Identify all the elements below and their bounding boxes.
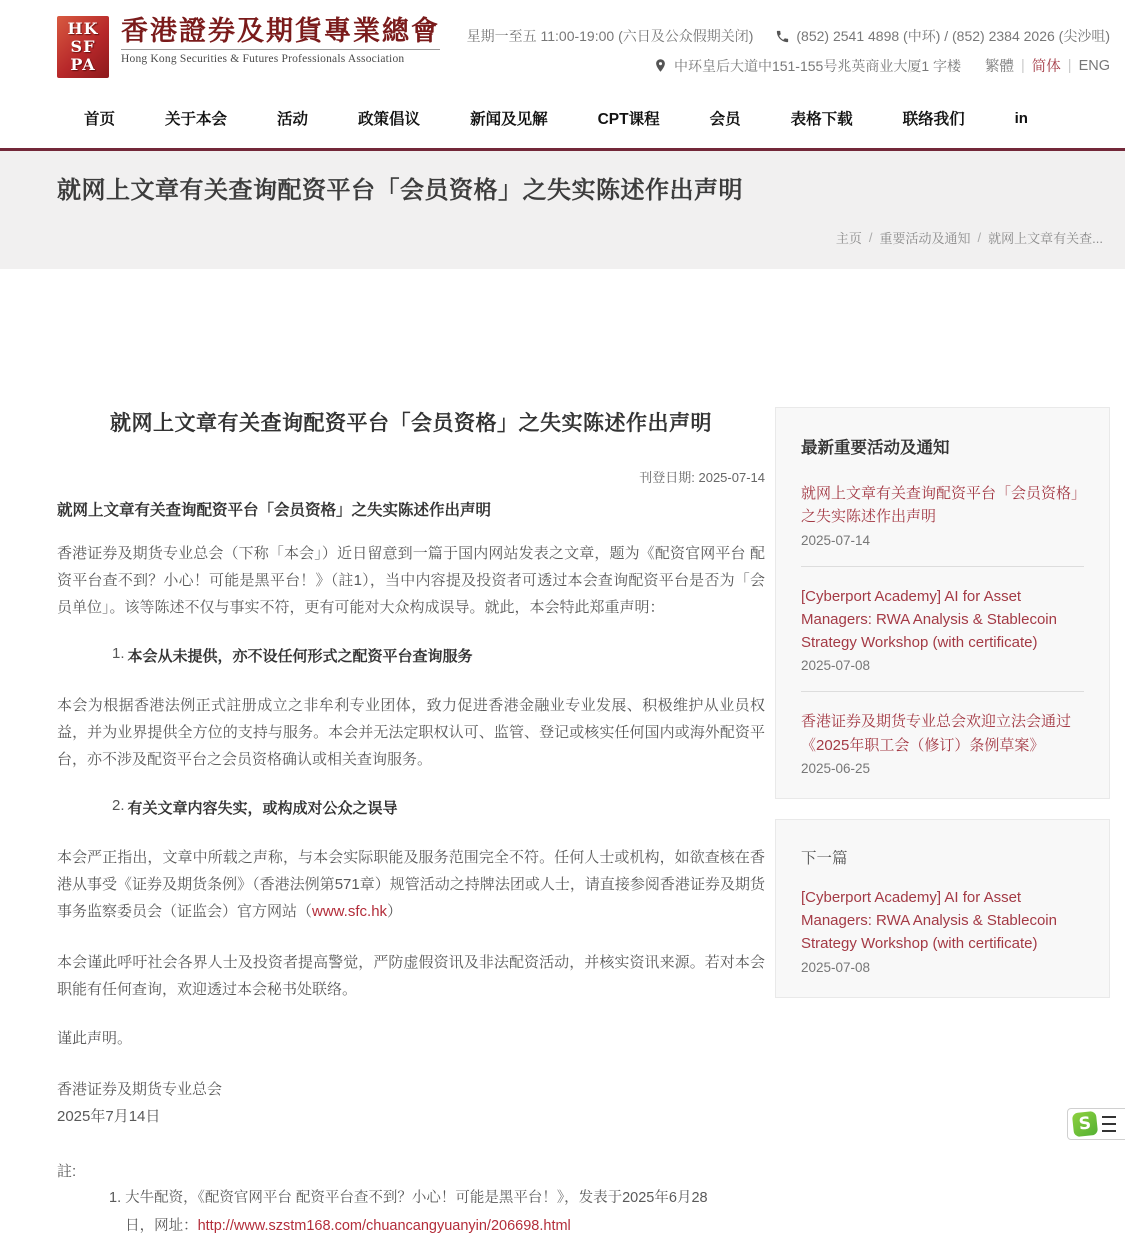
footnote-source-link[interactable]: http://www.szstm168.com/chuancangyuanyin/206698.html: [197, 1217, 571, 1234]
ime-partial-glyph: [1102, 1116, 1116, 1132]
brand-title-en: Hong Kong Securities & Futures Professionals Association: [121, 49, 440, 65]
article-paragraph-4: 本会谨此呼吁社会各界人士及投资者提高警觉，严防虚假资讯及非法配资活动，并核实资讯来源。若对本会职能有任何查询，欢迎透过本会秘书处联络。: [57, 954, 765, 998]
list-item: [801, 482, 1084, 548]
address: 中环皇后大道中151-155号兆英商业大厦1 字楼: [673, 57, 962, 74]
language-switcher: 繁體 | 简体 | ENG: [985, 55, 1110, 76]
breadcrumb-section[interactable]: 重要活动及通知: [879, 231, 971, 246]
nav-item-contact[interactable]: 联络我们: [902, 111, 965, 128]
next-article-link[interactable]: [Cyberport Academy] AI for Asset Managers: RWA Analysis & Stablecoin Strategy Workshop (with certificate): [801, 888, 1057, 953]
notice-link-3[interactable]: 香港证券及期货专业总会欢迎立法会通过《2025年职工会（修订）条例草案》: [801, 713, 1072, 754]
article-closing: 谨此声明。: [57, 1030, 133, 1047]
divider: [801, 691, 1084, 692]
article: [57, 407, 765, 1240]
logo-letters-pa: PA: [70, 54, 96, 74]
sidebar: [775, 407, 1110, 998]
footnote-label: 註:: [57, 1163, 77, 1180]
notice-date-2: 2025-07-08: [801, 658, 871, 674]
page-title: 就网上文章有关查询配资平台「会员资格」之失实陈述作出声明: [57, 177, 743, 204]
site-header: [0, 0, 1125, 88]
article-paragraph-1: 香港证券及期货专业总会（下称「本会」）近日留意到一篇于国内网站发表之文章，题为《配资官网平台 配资平台查不到？小心！可能是黑平台！》（註1），当中内容提及投资者可透过本会查询配资平台是否为「会员单位」。该等陈述不仅与事实不符，更有可能对大众构成误导。就此，本会特此郑重声明：: [57, 545, 765, 616]
notice-date-1: 2025-07-14: [801, 532, 871, 548]
sogou-ime-icon: S: [1072, 1111, 1098, 1137]
nav-item-events[interactable]: 活动: [277, 111, 309, 128]
lang-traditional[interactable]: 繁體: [985, 59, 1015, 75]
ime-indicator[interactable]: [1067, 1108, 1125, 1140]
office-hours: 星期一至五 11:00-19:00 (六日及公众假期关闭): [466, 28, 754, 44]
signature-org: 香港证券及期货专业总会: [57, 1081, 223, 1098]
nav-item-policy[interactable]: 政策倡议: [358, 111, 421, 128]
notice-link-1[interactable]: 就网上文章有关查询配资平台「会员资格」之失实陈述作出声明: [801, 485, 1079, 526]
notice-date-3: 2025-06-25: [801, 760, 871, 776]
signature-date: 2025年7月14日: [57, 1108, 161, 1125]
article-lead: 就网上文章有关查询配资平台「会员资格」之失实陈述作出声明: [57, 502, 492, 519]
nav-item-home[interactable]: 首页: [84, 111, 116, 128]
breadcrumb-current: 就网上文章有关查...: [988, 231, 1103, 246]
list-item: [801, 886, 1084, 975]
phone-icon: [775, 29, 790, 44]
divider: [801, 566, 1084, 567]
phone-numbers: (852) 2541 4898 (中环) / (852) 2384 2026 (尖沙咀): [796, 28, 1110, 44]
nav-item-cpt[interactable]: CPT课程: [597, 111, 660, 128]
next-article-heading: 下一篇: [801, 849, 848, 867]
location-pin-icon: [653, 58, 668, 73]
brand-title-zh: 香港證券及期貨專業總會: [121, 16, 440, 47]
header-contact: [467, 16, 1110, 76]
next-article-date: 2025-07-08: [801, 959, 871, 975]
hksfpa-logo-icon: [57, 16, 109, 78]
latest-notices-box: [775, 407, 1110, 799]
lang-simplified[interactable]: 简体: [1031, 59, 1061, 75]
brand-logo[interactable]: [57, 16, 440, 78]
footnote-1: 1. 大牛配资，《配资官网平台 配资平台查不到？小心！可能是黑平台！》，发表于2025年6月28日，网址：http://www.szstm168.com/chuancangyuanyin/206698.html: [109, 1190, 708, 1234]
next-article-box: [775, 819, 1110, 998]
article-signature: [57, 1076, 765, 1130]
lang-english[interactable]: ENG: [1078, 57, 1110, 74]
article-paragraph-2: 本会为根据香港法例正式註册成立之非牟利专业团体，致力促进香港金融业专业发展、积极维护从业员权益，并为业界提供全方位的支持与服务。本会并无法定职权认可、监管、登记或核实任何国内或海外配资平台，亦不涉及配资平台之会员资格确认或相关查询服务。: [57, 697, 765, 768]
breadcrumb: 主页 / 重要活动及通知 / 就网上文章有关查...: [835, 230, 1103, 246]
linkedin-icon[interactable]: in: [1014, 109, 1028, 127]
statement-point-1: 1. 本会从未提供，亦不设任何形式之配资平台查询服务: [112, 645, 473, 665]
main-nav: [0, 88, 1125, 148]
logo-letters-hk: HK: [67, 19, 99, 39]
list-item: [801, 710, 1084, 776]
logo-letters-sf: SF: [70, 37, 96, 57]
nav-item-forms[interactable]: 表格下载: [790, 111, 853, 128]
nav-item-members[interactable]: 会员: [709, 111, 741, 128]
sfc-website-link[interactable]: www.sfc.hk: [312, 903, 388, 920]
latest-notices-heading: 最新重要活动及通知: [801, 439, 950, 457]
statement-point-2: 2. 有关文章内容失实，或构成对公众之误导: [112, 797, 398, 817]
nav-item-news[interactable]: 新闻及见解: [470, 111, 548, 128]
breadcrumb-home[interactable]: 主页: [835, 231, 862, 246]
article-paragraph-3: 本会严正指出，文章中所载之声称，与本会实际职能及服务范围完全不符。任何人士或机构，如欲查核在香港从事受《证券及期货条例》（香港法例第571章）规管活动之持牌法团或人士，请直接参阅香港证券及期货事务监察委员会（证监会）官方网站（www.sfc.hk）: [57, 849, 765, 920]
notice-link-2[interactable]: [Cyberport Academy] AI for Asset Managers: RWA Analysis & Stablecoin Strategy Workshop (with certificate): [801, 587, 1057, 651]
page-banner: [0, 151, 1125, 269]
publish-date: 刊登日期: 2025-07-14: [639, 470, 765, 485]
list-item: [801, 585, 1084, 674]
nav-item-about[interactable]: 关于本会: [165, 111, 228, 128]
article-title: 就网上文章有关查询配资平台「会员资格」之失实陈述作出声明: [110, 412, 712, 435]
